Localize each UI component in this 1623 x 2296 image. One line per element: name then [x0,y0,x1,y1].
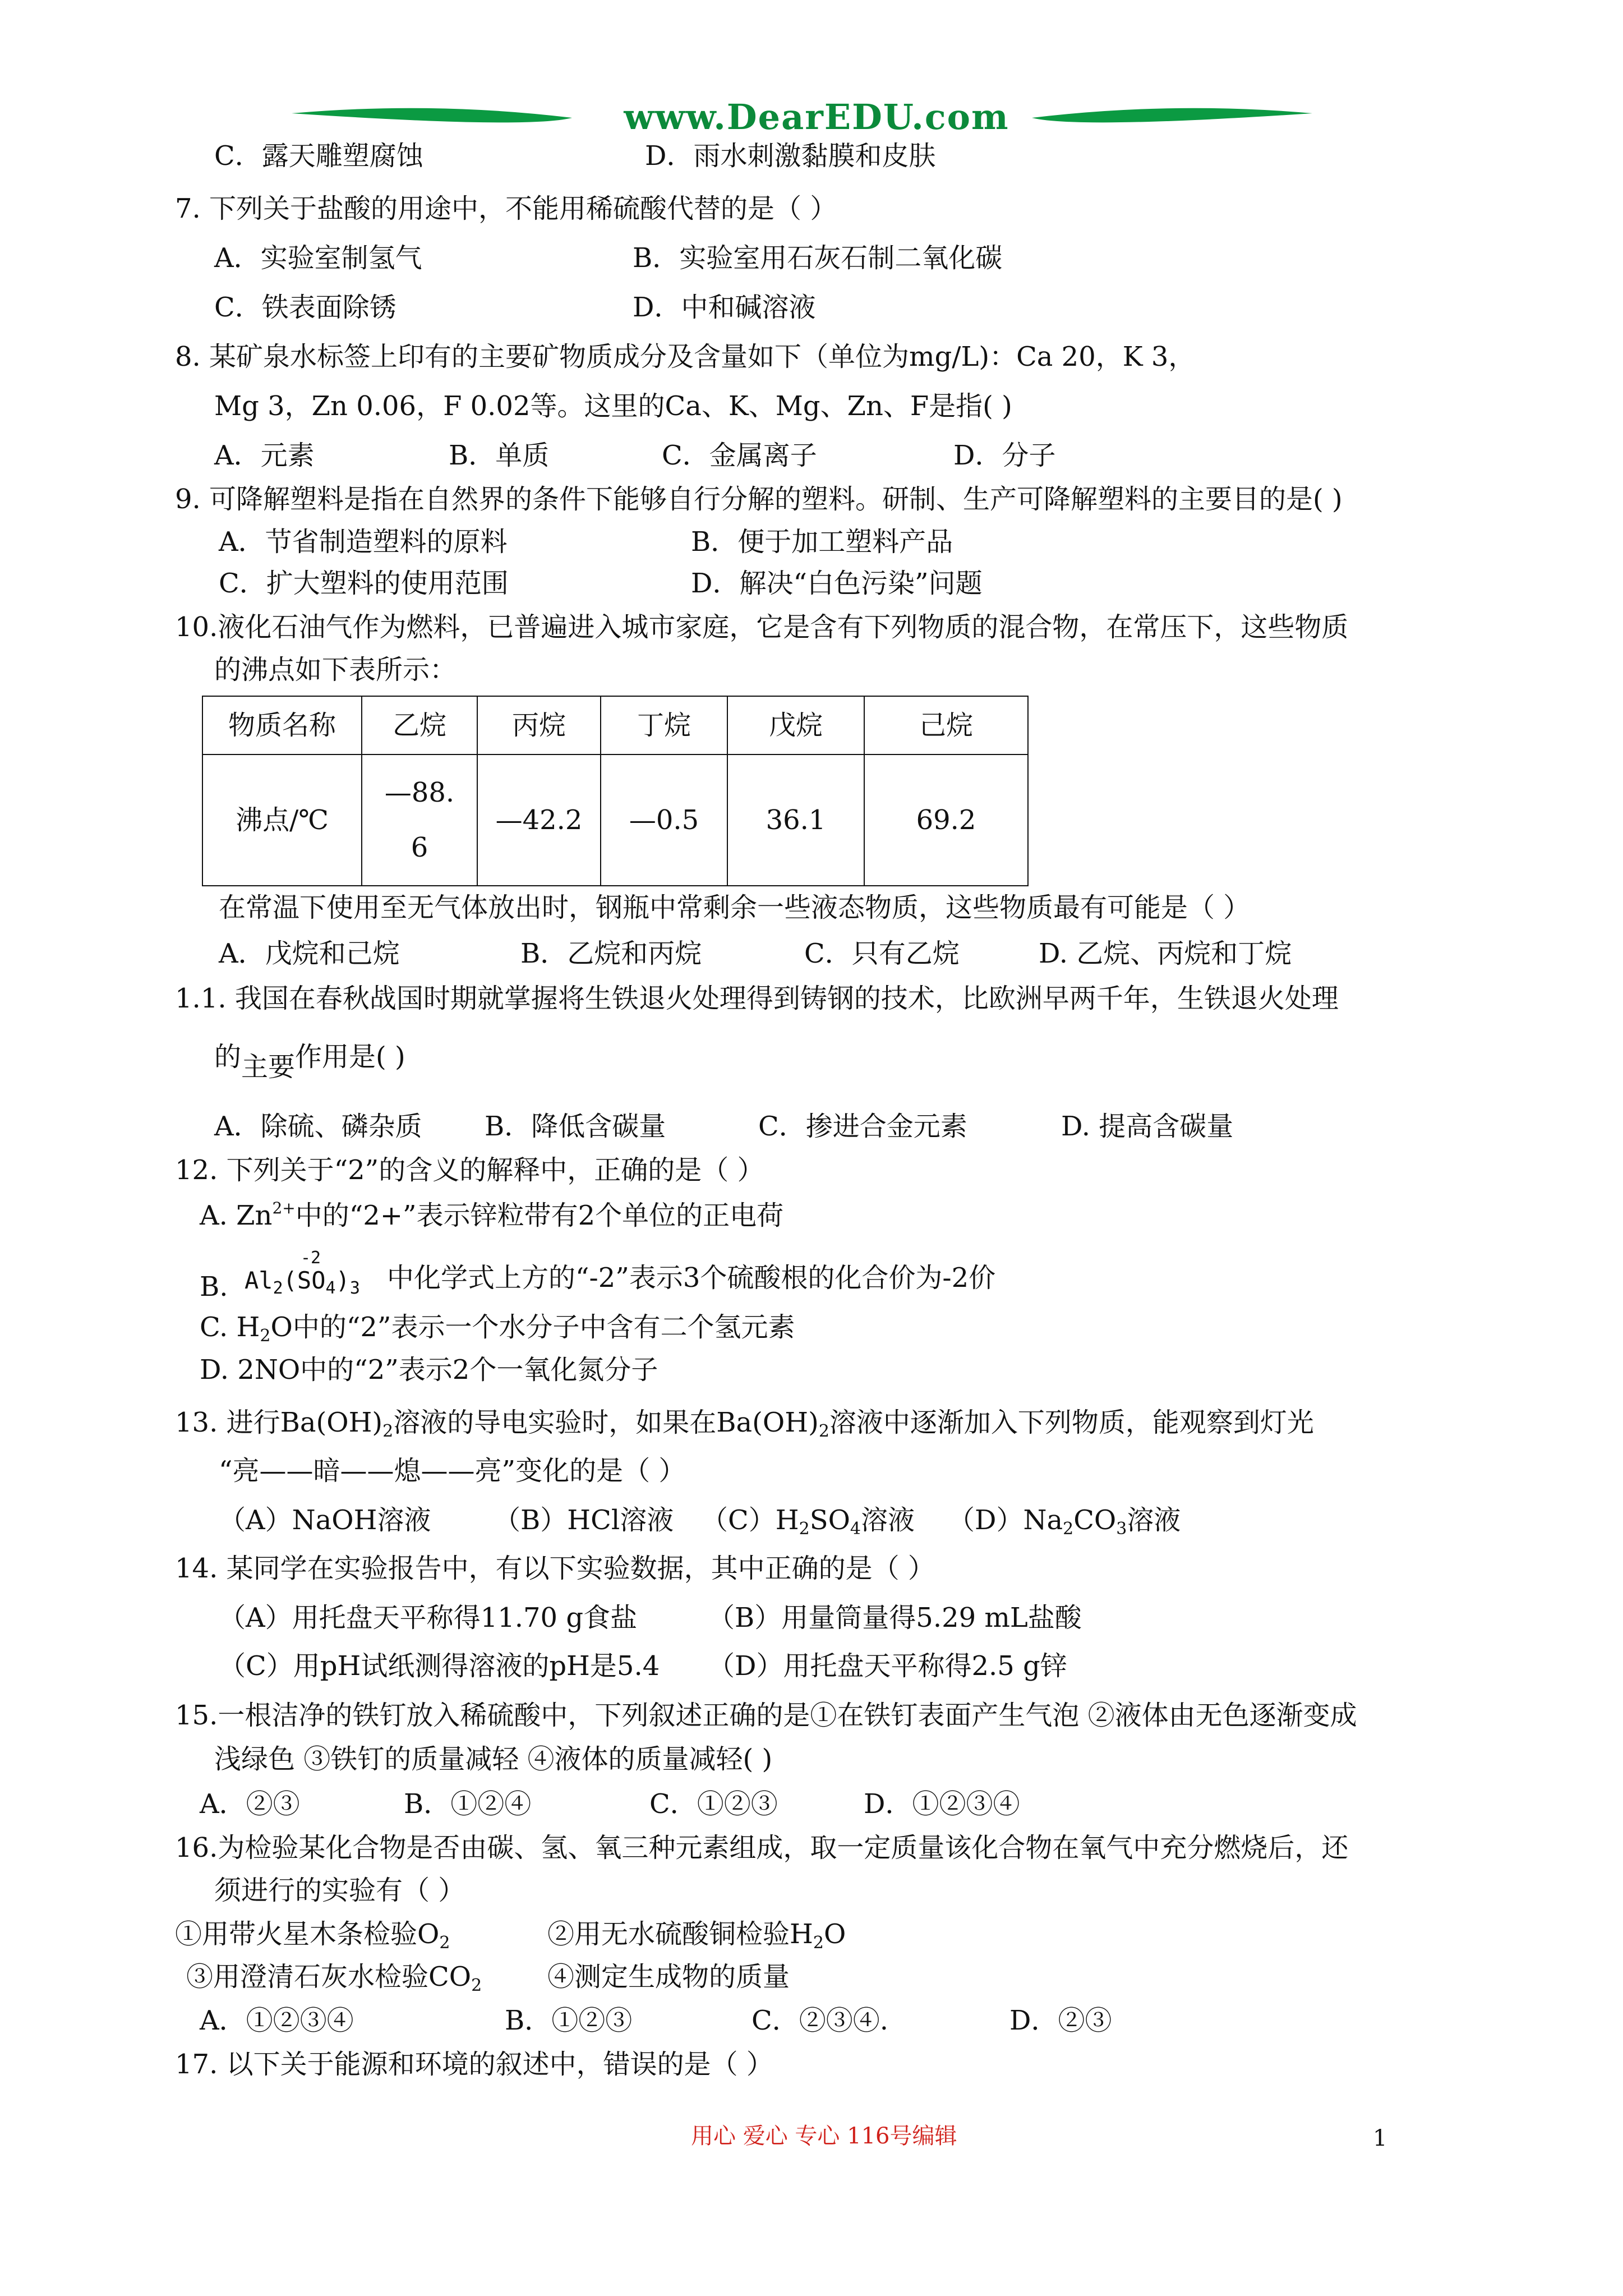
q16-item-part: ③用澄清石灰水检验CO [186,1961,472,1993]
q14-stem: 14. 某同学在实验报告中，有以下实验数据，其中正确的是（ ） [175,1553,935,1584]
table-cell: —42.2 [477,754,601,886]
q10-stem-line1: 10.液化石油气作为燃料，已普遍进入城市家庭，它是含有下列物质的混合物，在常压下，这些物质 [175,611,1349,643]
q11-option-c: C．掺进合金元素 [758,1111,967,1142]
table-header-cell: 己烷 [864,696,1028,754]
q11-option-b: B．降低含碳量 [485,1111,666,1142]
q8-option-a: A．元素 [214,440,315,471]
q8-option-d: D．分子 [953,440,1056,471]
q13-d-part: （D）Na [948,1504,1063,1536]
q12-c-subscript: 2 [260,1326,271,1346]
q8-option-c: C．金属离子 [662,440,817,471]
q12-a-part: 中的“2+”表示锌粒带有2个单位的正电荷 [295,1200,784,1231]
q16-item-3 [186,1963,482,1994]
q13-d-subscript: 3 [1116,1519,1127,1539]
table-header-cell: 丁烷 [601,696,727,754]
q13-d-part: 溶液 [1127,1504,1181,1536]
q16-item-part: ②用无水硫酸铜检验H [547,1918,813,1950]
q13-c-part: 溶液 [861,1504,915,1536]
q14-option-c: （C）用pH试纸测得溶液的pH是5.4 [219,1650,660,1682]
table-header-row [202,696,1028,754]
q9-option-d: D．解决“白色污染”问题 [691,568,983,599]
q7-option-a: A．实验室制氢气 [214,242,422,274]
formula-part: (SO [283,1267,326,1294]
q16-item-2 [547,1918,846,1953]
q11-option-a: A．除硫、磷杂质 [214,1111,422,1142]
q8-stem-line1: 8. 某矿泉水标签上印有的主要矿物质成分及含量如下（单位为mg/L)：Ca 20，K 3， [175,341,1196,372]
q15-option-c: C．①②③ [649,1788,778,1820]
q16-option-b: B．①②③ [505,2005,633,2036]
q16-option-a: A．①②③④ [200,2005,354,2036]
q13-part: 溶液的导电实验时，如果在Ba(OH) [393,1407,819,1438]
table-cell: 36.1 [727,754,864,886]
q16-item-part: ①用带火星木条检验O [175,1918,440,1950]
table-header-cell: 戊烷 [727,696,864,754]
ethane-value-part1: —88. [384,777,455,808]
q13-d-part: CO [1073,1504,1117,1536]
q9-option-a: A．节省制造塑料的原料 [219,526,508,558]
page-number: 1 [1373,2125,1387,2151]
q14-option-b: （B）用量筒量得5.29 mL盐酸 [708,1602,1082,1634]
q9-option-b: B．便于加工塑料产品 [691,526,953,558]
q7-option-b: B．实验室用石灰石制二氧化碳 [633,242,1003,274]
q7-stem: 7. 下列关于盐酸的用途中，不能用稀硫酸代替的是（ ） [175,193,837,224]
q13-subscript: 2 [818,1421,829,1441]
q7-option-d: D．中和碱溶液 [633,292,816,323]
formula-subscript: 3 [349,1278,360,1298]
q8-option-b: B．单质 [449,440,550,471]
q9-stem: 9. 可降解塑料是指在自然界的条件下能够自行分解的塑料。研制、生产可降解塑料的主要目的是( ) [175,484,1343,515]
aluminum-sulfate-formula [245,1248,360,1299]
q12-a-superscript: 2+ [272,1199,296,1217]
q13-option-a: （A）NaOH溶液 [219,1504,431,1536]
q11-stem-line1: 1.1. 我国在春秋战国时期就掌握将生铁退火处理得到铸钢的技术，比欧洲早两千年，生铁退火处理 [175,983,1339,1014]
table-header-cell: 丙烷 [477,696,601,754]
table-row [202,754,1028,886]
table-cell: —0.5 [601,754,727,886]
boiling-point-table [202,696,1029,886]
q13-d-subscript: 2 [1063,1519,1074,1539]
q12-a-part: A. Zn [200,1200,273,1231]
table-row-label: 沸点/℃ [202,754,362,886]
table-header-cell: 乙烷 [362,696,477,754]
q16-item-subscript: 2 [439,1933,450,1953]
q16-item-subscript: 2 [471,1976,482,1995]
q10-option-b: B．乙烷和丙烷 [520,938,702,969]
q16-stem-line1: 16.为检验某化合物是否由碳、氢、氧三种元素组成，取一定质量该化合物在氧气中充分燃烧后，还 [175,1832,1349,1864]
q8-stem-line2: Mg 3，Zn 0.06，F 0.02等。这里的Ca、K、Mg、Zn、F是指( ) [214,390,1012,422]
q13-c-part: （C）H [701,1504,799,1536]
q13-c-subscript: 4 [850,1519,861,1539]
q6-option-d: D．雨水刺激黏膜和皮肤 [645,140,936,172]
footer-text: 用心 爱心 专心 116号编辑 [691,2123,957,2149]
formula-subscript: 2 [273,1278,283,1298]
q13-part: 13. 进行Ba(OH) [175,1407,383,1438]
q9-option-c: C．扩大塑料的使用范围 [219,568,509,599]
q16-option-d: D．②③ [1009,2005,1112,2036]
formula-subscript: 4 [325,1278,336,1298]
q16-item-part: O [823,1918,846,1950]
q13-stem-line1 [175,1409,1314,1440]
table-header-cell: 物质名称 [202,696,362,754]
q12-option-b-text: 中化学式上方的“-2”表示3个硫酸根的化合价为-2价 [387,1262,996,1294]
header-site-text: www.DearEDU.com [624,96,1009,137]
q16-option-c: C．②③④. [751,2005,888,2036]
q13-option-c [701,1504,915,1539]
q10-option-a: A．戊烷和己烷 [219,938,400,969]
q15-stem-line2: 浅绿色 ③铁钉的质量减轻 ④液体的质量减轻( ) [214,1743,773,1775]
q15-option-b: B．①②④ [404,1788,532,1820]
q13-stem-line2: “亮——暗——熄——亮”变化的是（ ） [219,1455,686,1487]
ethane-value-part2: 6 [411,832,428,863]
q13-subscript: 2 [382,1421,394,1441]
table-cell: 69.2 [864,754,1028,886]
q15-stem-line1: 15.一根洁净的铁钉放入稀硫酸中，下列叙述正确的是①在铁钉表面产生气泡 ②液体由无色逐渐变成 [175,1700,1357,1731]
q12-option-c [200,1314,795,1345]
q14-option-a: （A）用托盘天平称得11.70 g食盐 [219,1602,638,1634]
q10-option-d: D. 乙烷、丙烷和丁烷 [1039,938,1292,969]
q15-option-a: A．②③ [200,1788,300,1820]
q13-option-b: （B）HCl溶液 [494,1504,674,1536]
q6-option-c: C．露天雕塑腐蚀 [214,140,423,172]
q11-option-d: D. 提高含碳量 [1061,1111,1234,1142]
q13-c-subscript: 2 [799,1519,810,1539]
q11-stem-lowered: 主要 [241,1051,296,1083]
q16-item-subscript: 2 [813,1933,824,1953]
q12-stem: 12. 下列关于“2”的含义的解释中，正确的是（ ） [175,1154,764,1186]
q15-option-d: D．①②③④ [864,1788,1020,1820]
q11-stem-part: 的 [214,1041,242,1073]
q12-c-part: O中的“2”表示一个水分子中含有二个氢元素 [270,1312,795,1343]
q7-option-c: C．铁表面除锈 [214,292,396,323]
formula-charge: -2 [301,1248,321,1268]
q11-stem-line2 [214,1041,405,1083]
q12-c-part: C. H [200,1312,260,1343]
q10-stem-line3: 在常温下使用至无气体放出时，钢瓶中常剩余一些液态物质，这些物质最有可能是（ ） [219,892,1251,923]
q16-item-1 [175,1918,450,1953]
table-cell-ethane [362,754,477,886]
q10-option-c: C．只有乙烷 [804,938,960,969]
q10-stem-line2: 的沸点如下表所示： [214,654,457,685]
q13-option-d [948,1504,1181,1539]
q16-stem-line2: 须进行的实验有（ ） [214,1875,465,1906]
formula-part: Al [245,1267,273,1294]
q12-option-a [200,1200,783,1229]
q14-option-d: （D）用托盘天平称得2.5 g锌 [708,1650,1067,1682]
q13-c-part: SO [809,1504,850,1536]
q16-item-4: ④测定生成物的质量 [547,1961,790,1993]
q17-stem: 17. 以下关于能源和环境的叙述中，错误的是（ ） [175,2049,773,2080]
formula-body [245,1269,360,1297]
q12-option-b-label: B. [200,1271,228,1303]
q11-stem-part: 作用是( ) [295,1041,405,1073]
formula-part: ) [335,1267,350,1294]
q12-option-d: D. 2NO中的“2”表示2个一氧化氮分子 [200,1354,658,1386]
q13-part: 溶液中逐渐加入下列物质，能观察到灯光 [829,1407,1314,1438]
